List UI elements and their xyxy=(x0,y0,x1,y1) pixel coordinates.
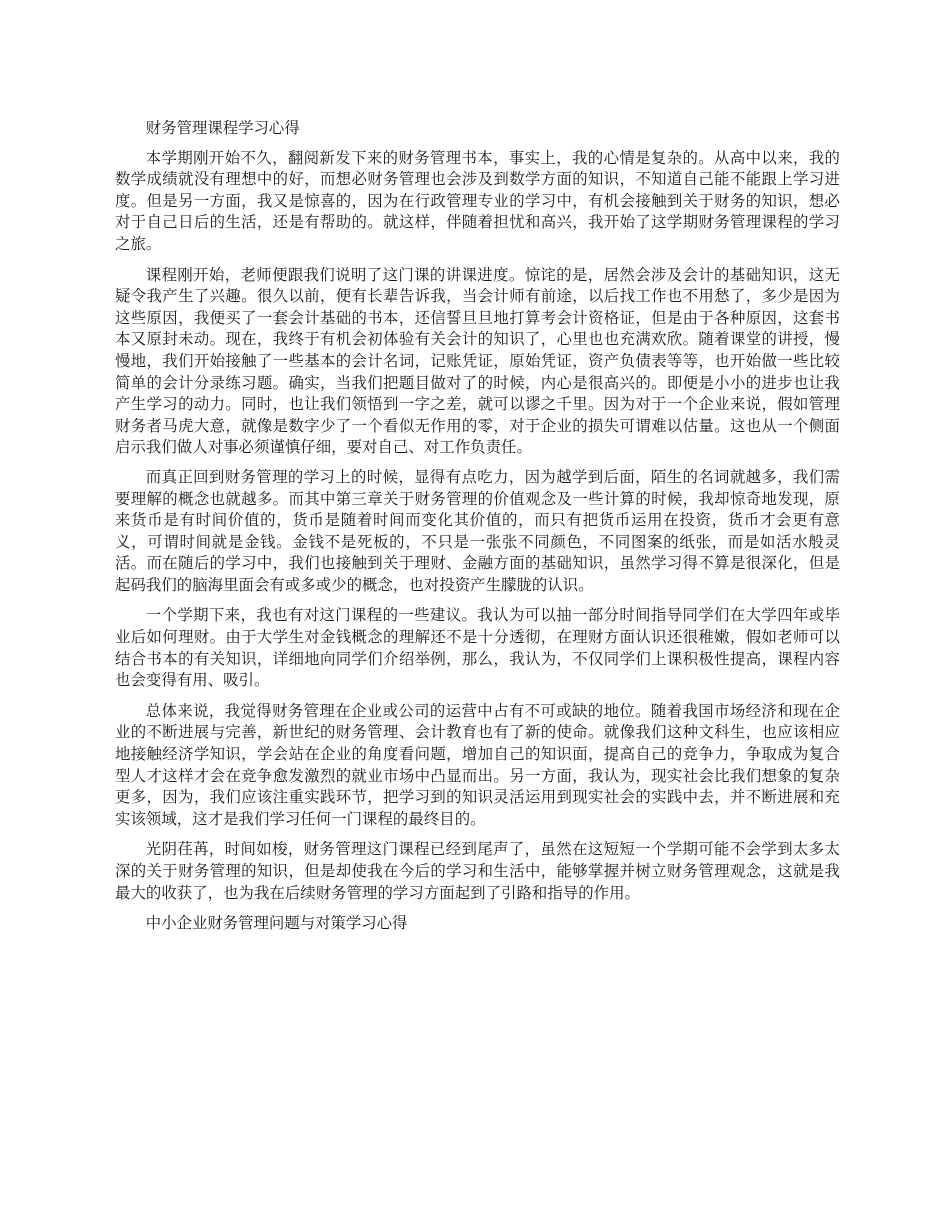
paragraph-1: 本学期刚开始不久，翻阅新发下来的财务管理书本，事实上，我的心情是复杂的。从高中以来，我的数学成绩就没有理想中的好，而想必财务管理也会涉及到数学方面的知识，不知道自己能不能跟上学习进度。但是另一方面，我又是惊喜的，因为在行政管理专业的学习中，有机会接触到关于财务的知识，想必对于自己日后的生活，还是有帮助的。就这样，伴随着担忧和高兴，我开始了这学期财务管理课程的学习之旅。 xyxy=(115,148,840,253)
document-title: 财务管理课程学习心得 xyxy=(145,119,300,137)
paragraph-4: 一个学期下来，我也有对这门课程的一些建议。我认为可以抽一部分时间指导同学们在大学四年或毕业后如何理财。由于大学生对金钱概念的理解还不是十分透彻，在理财方面认识还很稚嫩，假如老师可以结合书本的有关知识，详细地向同学们介绍举例，那么，我认为，不仅同学们上课积极性提高，课程内容也会变得有用、吸引。 xyxy=(115,606,840,690)
paragraph-3: 而真正回到财务管理的学习上的时候，显得有点吃力，因为越学到后面，陌生的名词就越多，我们需要理解的概念也就越多。而其中第三章关于财务管理的价值观念及一些计算的时候，我却惊奇地发现，原来货币是有时间价值的，货币是随着时间而变化其价值的，而只有把货币运用在投资，货币才会更有意义，可谓时间就是金钱。金钱不是死板的，不只是一张张不同颜色，不同图案的纸张，而是如活水般灵活。而在随后的学习中，我们也接触到关于理财、金融方面的基础知识，虽然学习得不算是很深化，但是起码我们的脑海里面会有或多或少的概念，也对投资产生朦胧的认识。 xyxy=(115,467,840,594)
paragraph-6: 光阴荏苒，时间如梭，财务管理这门课程已经到尾声了，虽然在这短短一个学期可能不会学到太多太深的关于财务管理的知识，但是却使我在今后的学习和生活中，能够掌握并树立财务管理观念，这就是我最大的收获了，也为我在后续财务管理的学习方面起到了引路和指导的作用。 xyxy=(115,840,840,902)
paragraph-5: 总体来说，我觉得财务管理在企业或公司的运营中占有不可或缺的地位。随着我国市场经济和现在企业的不断进展与完善，新世纪的财务管理、会计教育也有了新的使命。就像我们这种文科生，也应该相应地接触经济学知识，学会站在企业的角度看问题，增加自己的知识面，提高自己的竞争力，争取成为复合型人才这样才会在竞争愈发激烈的就业市场中凸显而出。另一方面，我认为，现实社会比我们想象的复杂更多，因为，我们应该注重实践环节，把学习到的知识灵活运用到现实社会的实践中去，并不断进展和充实该领域，这才是我们学习任何一门课程的最终目的。 xyxy=(115,701,840,828)
document-page xyxy=(115,118,840,943)
next-section-title: 中小企业财务管理问题与对策学习心得 xyxy=(145,914,408,933)
paragraph-2: 课程刚开始，老师便跟我们说明了这门课的讲课进度。惊诧的是，居然会涉及会计的基础知识，这无疑令我产生了兴趣。很久以前，便有长辈告诉我，当会计师有前途，以后找工作也不用愁了，多少是因为这些原因，我便买了一套会计基础的书本，还信誓旦旦地打算考会计资格证，但是由于各种原因，这套书本又原封未动。现在，我终于有机会初体验有关会计的知识了，心里也也充满欢欣。随着课堂的讲授，慢慢地，我们开始接触了一些基本的会计名词，记账凭证，原始凭证，资产负债表等等，也开始做一些比较简单的会计分录练习题。确实，当我们把题目做对了的时候，内心是很高兴的。即便是小小的进步也让我产生学习的动力。同时，也让我们领悟到一字之差，就可以谬之千里。因为对于一个企业来说，假如管理财务者马虎大意，就像是数字少了一个看似无作用的零，对于企业的损失可谓难以估量。这也从一个侧面启示我们做人对事必须谨慎仔细，要对自己、对工作负责任。 xyxy=(115,265,840,457)
